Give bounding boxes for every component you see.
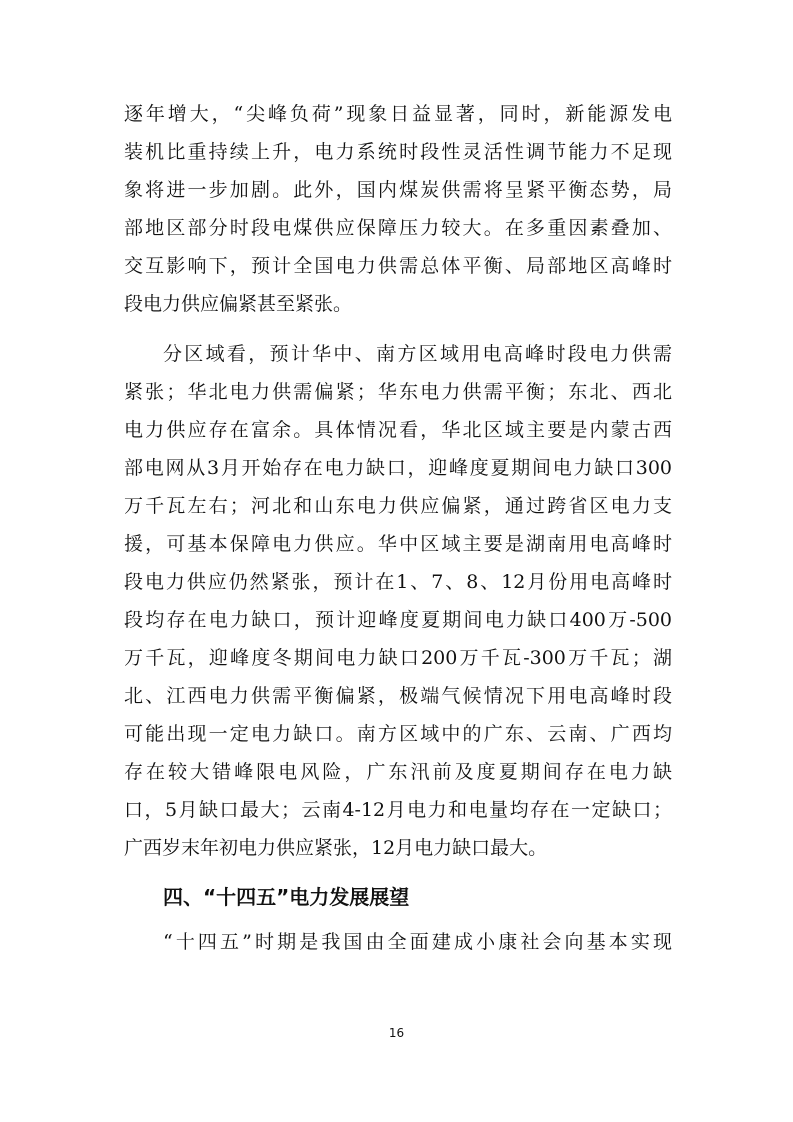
paragraph-2-line-9: 万千瓦，迎峰度冬期间电力缺口200万千瓦-300万千瓦；湖 xyxy=(124,647,672,669)
page-number: 16 xyxy=(388,1026,405,1040)
paragraph-2-line-10: 北、江西电力供需平衡偏紧，极端气候情况下用电高峰时段 xyxy=(124,685,672,707)
paragraph-1-line-1: 逐年增大，“尖峰负荷”现象日益显著，同时，新能源发电 xyxy=(124,103,672,125)
paragraph-2-line-8: 段均存在电力缺口，预计迎峰度夏期间电力缺口400万-500 xyxy=(124,609,672,631)
paragraph-1-line-3: 象将进一步加剧。此外，国内煤炭供需将呈紧平衡态势，局 xyxy=(124,179,672,201)
paragraph-2-line-12: 存在较大错峰限电风险，广东汛前及度夏期间存在电力缺 xyxy=(124,761,672,783)
paragraph-2-line-13: 口，5月缺口最大；云南4-12月电力和电量均存在一定缺口； xyxy=(124,799,672,821)
paragraph-1-line-5: 交互影响下，预计全国电力供需总体平衡、局部地区高峰时 xyxy=(124,255,672,277)
paragraph-1-line-4: 部地区部分时段电煤供应保障压力较大。在多重因素叠加、 xyxy=(124,217,672,239)
paragraph-2-line-4: 部电网从3月开始存在电力缺口，迎峰度夏期间电力缺口300 xyxy=(124,457,672,479)
paragraph-2-line-6: 援，可基本保障电力供应。华中区域主要是湖南用电高峰时 xyxy=(124,533,672,555)
paragraph-1-line-2: 装机比重持续上升，电力系统时段性灵活性调节能力不足现 xyxy=(124,141,672,163)
paragraph-2-line-5: 万千瓦左右；河北和山东电力供应偏紧，通过跨省区电力支 xyxy=(124,495,672,517)
section-heading: 四、“十四五”电力发展展望 xyxy=(163,885,410,909)
paragraph-2-line-2: 紧张；华北电力供需偏紧；华东电力供需平衡；东北、西北 xyxy=(124,381,672,403)
paragraph-2-line-14: 广西岁末年初电力供应紧张，12月电力缺口最大。 xyxy=(124,837,548,859)
paragraph-2-line-1: 分区域看，预计华中、南方区域用电高峰时段电力供需 xyxy=(163,343,672,365)
paragraph-2-line-3: 电力供应存在富余。具体情况看，华北区域主要是内蒙古西 xyxy=(124,419,672,441)
paragraph-2-line-7: 段电力供应仍然紧张，预计在1、7、8、12月份用电高峰时 xyxy=(124,571,672,593)
paragraph-3-line-1: “十四五”时期是我国由全面建成小康社会向基本实现 xyxy=(163,931,672,953)
paragraph-2-line-11: 可能出现一定电力缺口。南方区域中的广东、云南、广西均 xyxy=(124,723,672,745)
paragraph-1-line-6: 段电力供应偏紧甚至紧张。 xyxy=(124,293,353,315)
